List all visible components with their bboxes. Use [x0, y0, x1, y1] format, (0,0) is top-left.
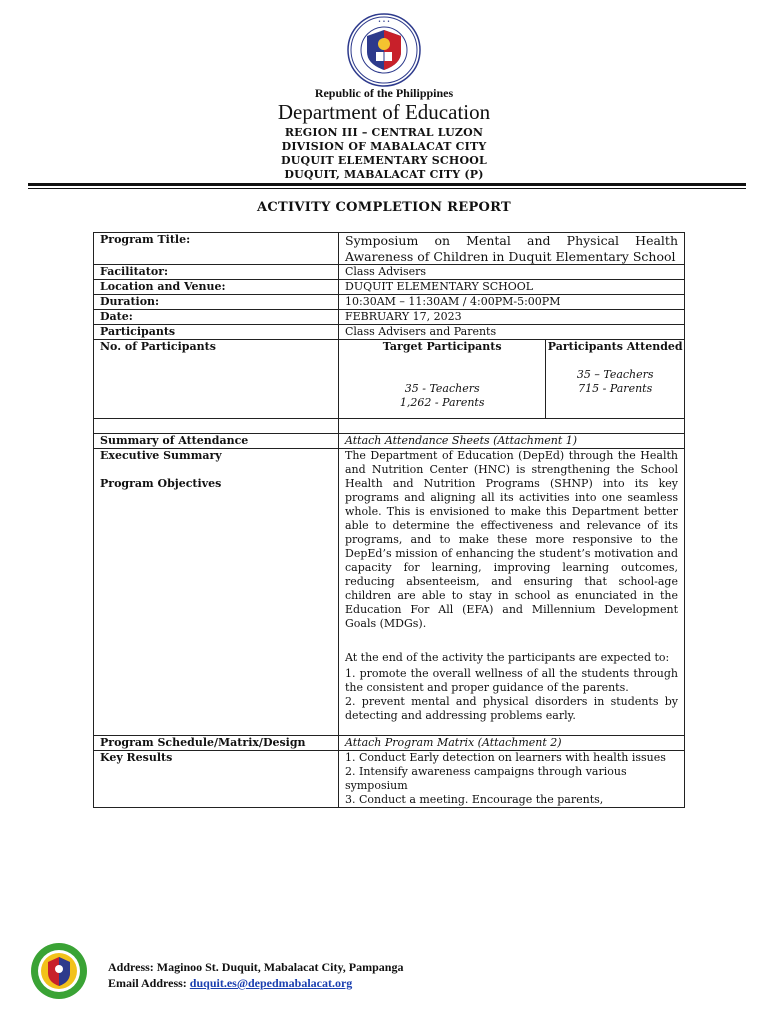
objective-2: 2. prevent mental and physical disorders in students by detecting and addressing problems early.: [345, 695, 678, 722]
footer-email-line: [108, 976, 352, 991]
footer-address: Address: Maginoo St. Duquit, Mabalacat City, Pampanga: [108, 960, 404, 974]
key-result-3: 3. Conduct a meeting. Encourage the parents,: [345, 793, 604, 806]
participants-breakdown: [339, 340, 685, 419]
location-label: Location and Venue:: [94, 280, 339, 295]
header-rule-thick: [28, 183, 746, 186]
duration-label: Duration:: [94, 295, 339, 310]
division-heading: DIVISION OF MABALACAT CITY: [281, 140, 487, 153]
participants-value: Class Advisers and Parents: [339, 325, 685, 340]
spacer: [100, 463, 332, 477]
target-parents: 1,262 - Parents: [399, 396, 485, 409]
summary-attendance-value: Attach Attendance Sheets (Attachment 1): [339, 434, 685, 449]
program-objectives-label: Program Objectives: [100, 477, 222, 490]
date-value: FEBRUARY 17, 2023: [339, 310, 685, 325]
spacer: [339, 368, 545, 382]
program-title-value: Symposium on Mental and Physical Health Awareness of Children in Duquit Elementary School: [339, 233, 685, 265]
table-row: [94, 280, 685, 295]
table-row: [94, 233, 685, 265]
school-logo: [30, 942, 88, 1000]
region-heading: REGION III – CENTRAL LUZON: [284, 126, 484, 139]
participants-label: Participants: [94, 325, 339, 340]
empty-cell: [94, 419, 339, 434]
email-link[interactable]: duquit.es@depedmabalacat.org: [189, 976, 353, 990]
key-result-2: 2. Intensify awareness campaigns through various symposium: [345, 765, 627, 792]
location-value: DUQUIT ELEMENTARY SCHOOL: [339, 280, 685, 295]
executive-summary-text: The Department of Education (DepEd) through the Health and Nutrition Center (HNC) is strengthening the School Health and Nutrition Programs (SHNP) into its key programs and aligning all its activities into one seamless whole. This is envisioned to make this Department better able to determine the effectiveness and relevance of its programs, and to make these more responsive to the DepEd’s mission of enhancing the student’s motivation and capacity for learning, improving learning outcomes, reducing absenteeism, and ensuring that school-age children are able to stay in school as enunciated in the Education For All (EFA) and Millennium Development Goals (MDGs).: [345, 449, 678, 630]
date-label: Date:: [94, 310, 339, 325]
spacer: [546, 354, 684, 368]
attended-participants-header: Participants Attended: [547, 340, 683, 353]
report-title: ACTIVITY COMPLETION REPORT: [256, 200, 512, 215]
facilitator-value: Class Advisers: [339, 265, 685, 280]
spacer: [345, 631, 678, 645]
table-row: [94, 325, 685, 340]
location-heading: DUQUIT, MABALACAT CITY (P): [284, 168, 484, 181]
table-row: [94, 434, 685, 449]
program-schedule-value: Attach Program Matrix (Attachment 2): [339, 736, 685, 751]
attended-teachers: 35 – Teachers: [576, 368, 654, 381]
table-row: [94, 265, 685, 280]
participants-subtable: [339, 340, 684, 418]
table-row: [94, 751, 685, 808]
spacer: [339, 354, 545, 368]
empty-cell: [339, 419, 685, 434]
key-results-cell: [339, 751, 685, 808]
program-title-label: Program Title:: [94, 233, 339, 265]
email-label: Email Address:: [108, 976, 190, 990]
report-table: [93, 232, 685, 808]
table-row: [94, 736, 685, 751]
exec-summary-cell: [94, 449, 339, 736]
deped-seal-logo: [346, 12, 422, 88]
department-heading: Department of Education: [277, 100, 491, 124]
table-row: [94, 310, 685, 325]
table-row: [94, 449, 685, 736]
table-row-empty: [94, 419, 685, 434]
facilitator-label: Facilitator:: [94, 265, 339, 280]
key-result-1: 1. Conduct Early detection on learners with health issues: [345, 751, 666, 764]
summary-attendance-label: Summary of Attendance: [94, 434, 339, 449]
school-heading: DUQUIT ELEMENTARY SCHOOL: [281, 154, 487, 167]
header-rule-thin: [28, 188, 746, 189]
target-participants-cell: [339, 340, 546, 418]
key-results-label: Key Results: [94, 751, 339, 808]
target-participants-header: Target Participants: [382, 340, 502, 353]
num-participants-label: No. of Participants: [94, 340, 339, 419]
program-schedule-label: Program Schedule/Matrix/Design: [94, 736, 339, 751]
executive-summary-label: Executive Summary: [100, 449, 222, 462]
table-row: [94, 295, 685, 310]
objectives-intro: At the end of the activity the participants are expected to:: [345, 651, 670, 664]
objective-1: 1. promote the overall wellness of all the students through the consistent and proper guidance of the parents.: [345, 667, 678, 694]
duration-value: 10:30AM – 11:30AM / 4:00PM-5:00PM: [339, 295, 685, 310]
republic-heading: Republic of the Philippines: [314, 86, 454, 100]
attended-parents: 715 - Parents: [578, 382, 653, 395]
attended-participants-cell: [546, 340, 684, 418]
exec-summary-value-cell: [339, 449, 685, 736]
table-row: [94, 340, 685, 419]
target-teachers: 35 - Teachers: [404, 382, 480, 395]
svg-text:• • •: • • •: [377, 19, 391, 25]
